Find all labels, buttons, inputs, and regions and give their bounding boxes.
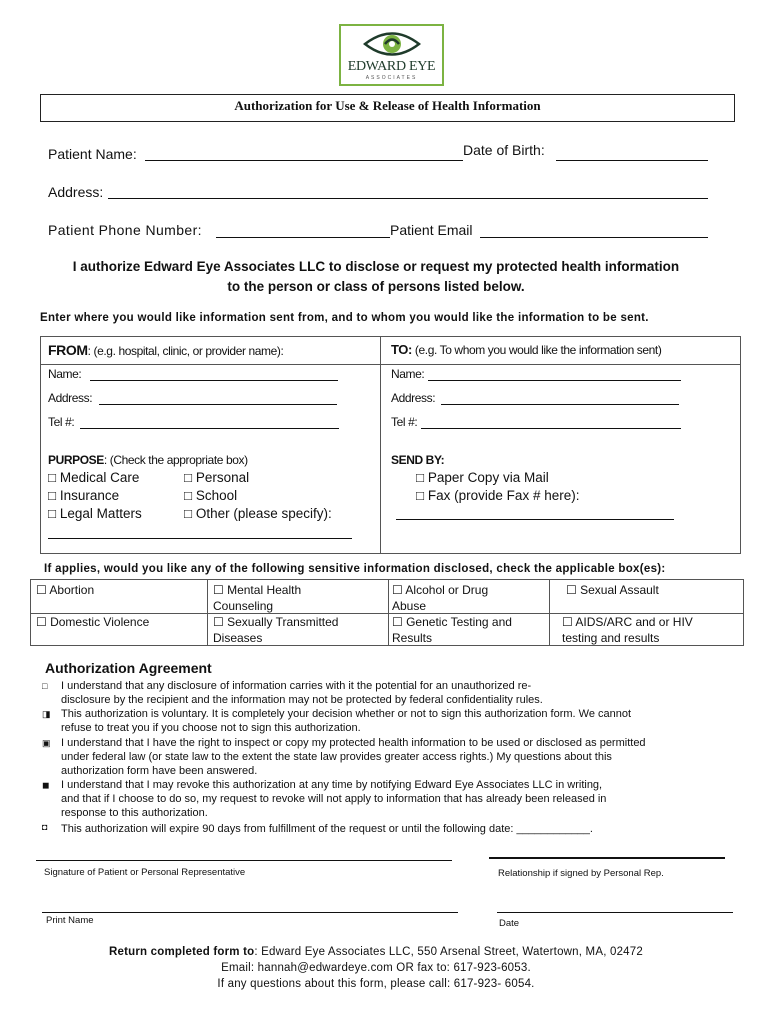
return-instructions: Return completed form to: Edward Eye Associates LLC, 550 Arsenal Street, Watertown, MA, 02472 Email: hannah@edwardeye.com OR fax to: 617-923-6053. If any questions about this form, please call: 617-923- 6054. [40,944,712,992]
sensitive-info-question: If applies, would you like any of the following sensitive information disclosed, check the applicable box(es): [44,563,666,575]
company-logo [339,24,444,86]
agreement-checkbox[interactable]: ◘ [42,822,48,832]
alcohol-drug-checkbox[interactable]: ☐ Alcohol or Drug Abuse [392,583,489,613]
agreement-item: I understand that I may revoke this authorization at any time by notifying Edward Eye Associates LLC in writing, and that if I choose to do so, my request to revoke will not apply to information that has already been released in response to this authorization. [61,779,607,819]
eye-logo-icon [363,29,421,59]
form-title: Authorization for Use & Release of Health Information [234,98,541,113]
agreement-item: This authorization is voluntary. It is completely your decision whether or not to sign this authorization form. We cannot refuse to treat you if you choose not to sign this authorization. [61,708,632,734]
to-address-label: Address: [391,391,436,405]
signature-field[interactable] [36,860,452,861]
agreement-checkbox[interactable]: □ [42,681,48,691]
from-address-label: Address: [48,391,93,405]
domestic-violence-checkbox[interactable]: ☐ Domestic Violence [36,615,150,629]
address-field[interactable] [108,198,708,199]
dob-field[interactable] [556,160,708,161]
sexual-assault-checkbox[interactable]: ☐ Sexual Assault [566,583,659,597]
authorization-statement: I authorize Edward Eye Associates LLC to disclose or request my protected health information to the person or class of persons listed below. [72,259,680,294]
from-tel-label: Tel #: [48,415,75,429]
table-separator [40,364,741,365]
agreement-item: I understand that I have the right to inspect or copy my protected health information to be used or disclosed as permitted under federal law (or state law to the extent the state law provides greater access rights.) My questions about this authorization form have been answered. [61,737,646,777]
contact-email-line: Email: hannah@edwardeye.com OR fax to: 617-923-6053. [221,962,531,974]
address-label: Address: [48,184,104,200]
agreement-item: This authorization will expire 90 days from fulfillment of the request or until the following date: ____________. [61,823,593,835]
agreement-item: I understand that any disclosure of information carries with it the potential for an unauthorized re- disclosure by the recipient and the information may not be protected by federal confidentiality rules. [61,680,543,706]
signature-label: Signature of Patient or Personal Representative [44,867,246,878]
email-field[interactable] [480,237,708,238]
logo-subtitle: ASSOCIATES [365,75,418,81]
abortion-checkbox[interactable]: ☐ Abortion [36,583,95,597]
to-name-label: Name: [391,367,425,381]
phone-field[interactable] [216,237,390,238]
to-tel-field[interactable] [421,428,681,429]
agreement-checkbox[interactable]: ◼ [42,780,50,790]
logo-name: EDWARD EYE [347,59,436,74]
relationship-field[interactable] [489,857,725,859]
purpose-medical-care-checkbox[interactable]: □ Medical Care [48,470,140,485]
to-name-field[interactable] [428,380,681,381]
purpose-insurance-checkbox[interactable]: □ Insurance [48,488,120,503]
purpose-school-checkbox[interactable]: □ School [184,488,238,503]
agreement-checkbox[interactable]: ▣ [42,738,51,748]
patient-name-field[interactable] [145,160,463,161]
from-address-field[interactable] [99,404,337,405]
to-tel-label: Tel #: [391,415,418,429]
std-checkbox[interactable]: ☐ Sexually Transmitted Diseases [213,615,339,645]
from-name-label: Name: [48,367,82,381]
to-address-field[interactable] [441,404,679,405]
from-name-field[interactable] [90,380,338,381]
enter-instruction: Enter where you would like information sent from, and to whom you would like the information to be sent. [40,312,649,324]
relationship-label: Relationship if signed by Personal Rep. [498,868,664,879]
aids-hiv-checkbox[interactable]: ☐ AIDS/ARC and or HIV testing and results [562,615,693,645]
mental-health-checkbox[interactable]: ☐ Mental Health Counseling [213,583,302,613]
purpose-other-field[interactable] [48,538,352,539]
to-header: TO: (e.g. To whom you would like the information sent) [391,342,662,357]
genetic-testing-checkbox[interactable]: ☐ Genetic Testing and Results [392,615,512,645]
send-by-mail-checkbox[interactable]: □ Paper Copy via Mail [416,470,549,485]
purpose-header: PURPOSE: (Check the appropriate box) [48,453,248,467]
from-tel-field[interactable] [80,428,339,429]
purpose-legal-matters-checkbox[interactable]: □ Legal Matters [48,506,142,521]
date-field[interactable] [497,912,733,913]
agreement-checkbox[interactable]: ◨ [42,709,51,719]
table-divider [380,336,381,554]
patient-name-label: Patient Name: [48,146,137,162]
fax-number-field[interactable] [396,519,674,520]
purpose-other-checkbox[interactable]: □ Other (please specify): [184,506,332,521]
send-by-fax-checkbox[interactable]: □ Fax (provide Fax # here): [416,488,580,503]
agreement-title: Authorization Agreement [45,660,212,676]
print-name-field[interactable] [42,912,458,913]
purpose-personal-checkbox[interactable]: □ Personal [184,470,250,485]
contact-phone-line: If any questions about this form, please call: 617-923- 6054. [217,978,535,990]
send-by-header: SEND BY: [391,453,445,467]
print-name-label: Print Name [46,915,94,926]
date-label: Date [499,918,520,929]
from-header: FROM: (e.g. hospital, clinic, or provider name): [48,342,284,358]
email-label: Patient Email [390,222,473,238]
dob-label: Date of Birth: [463,142,545,158]
phone-label: Patient Phone Number: [48,222,202,238]
